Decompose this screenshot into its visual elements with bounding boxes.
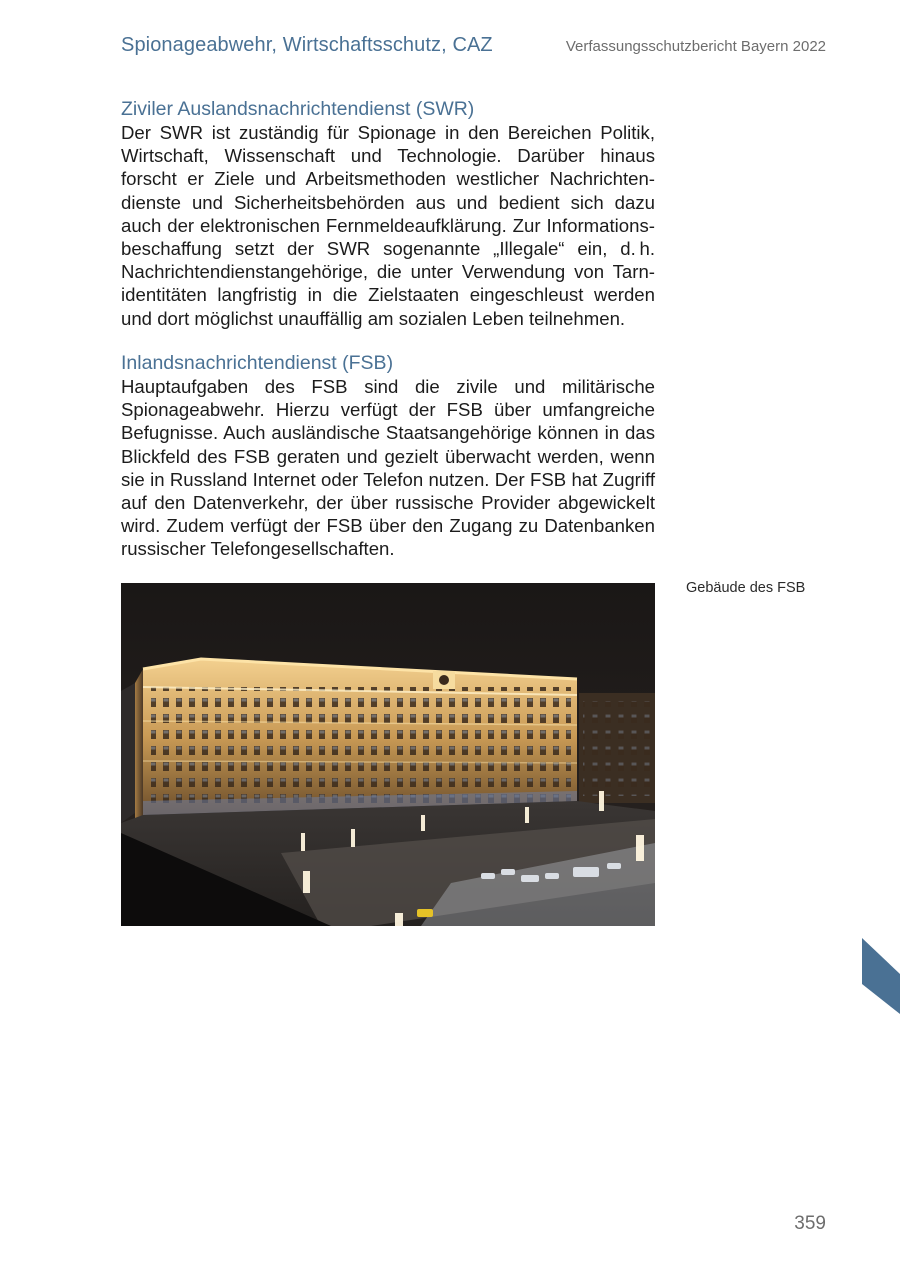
section-fsb <box>121 352 655 561</box>
chapter-tab-marker <box>862 938 900 1014</box>
section-heading-swr: Ziviler Auslandsnachrichtendienst (SWR) <box>121 98 475 120</box>
fsb-building-photo <box>121 583 655 926</box>
figure-caption: Gebäude des FSB <box>686 580 806 596</box>
section-body-swr: Der SWR ist zuständig für Spionage in den Bereichen Politik, Wirtschaft, Wissenschaft und Technologie. Darüber hinaus forscht er Ziele und Arbeitsmethoden westlicher Nachrichtendienste und Sicherheitsbehörden aus und bedient sich dazu auch der elektronischen Fernmeldeaufklärung. Zur Informationsbeschaffung setzt der SWR sogenannte „Illegale“ ein, d. h. Nachrichtendienstangehörige, die unter Verwendung von Tarnidentitäten langfristig in die Zielstaaten eingeschleust werden und dort möglichst unauffällig am sozialen Leben teilnehmen. <box>121 122 655 329</box>
section-body-fsb: Hauptaufgaben des FSB sind die zivile und militärische Spionageabwehr. Hierzu verfügt der FSB über umfangreiche Befugnisse. Auch ausländische Staatsangehörige können in das Blickfeld des FSB geraten und gezielt überwacht werden, wenn sie in Russland Internet oder Telefon nutzen. Der FSB hat Zugriff auf den Datenverkehr, der über russische Provider abgewickelt wird. Zudem verfügt der FSB über den Zugang zu Datenbanken russischer Telefongesellschaften. <box>121 376 655 560</box>
section-heading-fsb: Inlandsnachrichtendienst (FSB) <box>121 352 394 374</box>
running-head-publication: Verfassungsschutzbericht Bayern 2022 <box>565 38 826 55</box>
section-swr <box>121 98 655 330</box>
running-head-section-title: Spionageabwehr, Wirtschaftsschutz, CAZ <box>121 34 493 56</box>
page-number: 359 <box>794 1213 826 1234</box>
